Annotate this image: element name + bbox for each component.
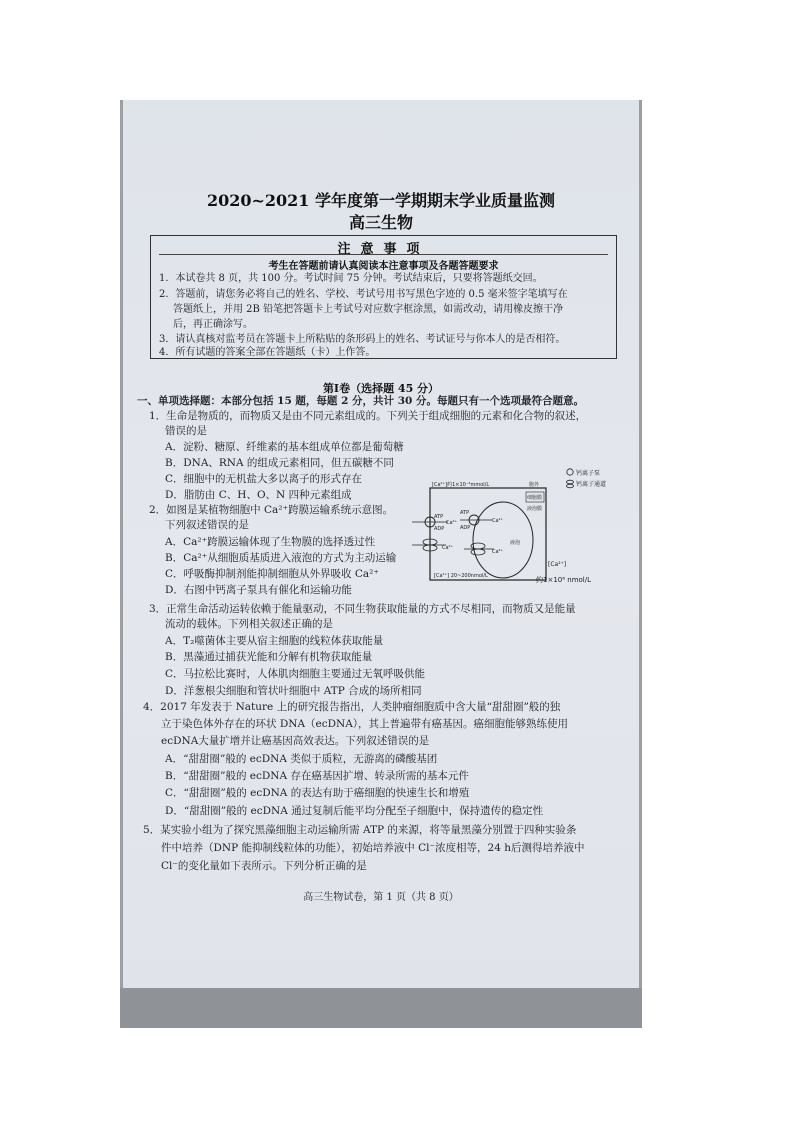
q2-option-c: C．呼吸酶抑制剂能抑制细胞从外界吸收 Ca²⁺ <box>165 568 379 580</box>
legend-pump-label: 钙离子泵 <box>576 470 601 477</box>
notice-subheading: 考生在答题前请认真阅读本注意事项及各题答题要求 <box>268 261 499 272</box>
q3-option-b: B．黑藻通过捕获光能和分解有机物获取能量 <box>165 651 373 663</box>
q3-option-d: D．洋葱根尖细胞和管状叶细胞中 ATP 合成的场所相同 <box>165 685 422 697</box>
ca-label-2: Ca²⁺ <box>442 545 454 551</box>
notice-divider <box>159 254 608 255</box>
q3-option-a: A．T₂噬菌体主要从宿主细胞的线粒体获取能量 <box>165 635 384 647</box>
notice-box <box>150 235 617 359</box>
part-title: 第Ⅰ卷（选择题 45 分） <box>322 382 440 395</box>
vacuole-label: 液泡 <box>510 540 521 546</box>
q2-option-d: D．右图中钙离子泵具有催化和运输功能 <box>165 584 352 596</box>
q4-stem: 4．2017 年发表于 Nature 上的研究报告指出，人类肿瘤细胞质中含大量“甜甜圈”般的独 <box>143 701 561 713</box>
vacuole-outline <box>473 502 533 578</box>
q2-stem-cont: 下列叙述错误的是 <box>165 519 249 531</box>
q5-stem-cont2: Cl⁻的变化量如下表所示。下列分析正确的是 <box>161 860 367 872</box>
legend-channel-label: 钙离子通道 <box>576 481 607 488</box>
vacuole-concentration-value: 约1×10⁶ nmol/L <box>536 576 591 584</box>
atp-label-2: ATP <box>460 510 470 516</box>
q4-stem-cont2: ecDNA大量扩增并让癌基因高效表达。下列叙述错误的是 <box>161 735 430 747</box>
section-heading: 一、单项选择题：本部分包括 15 题，每题 2 分，共计 30 分。每题只有一个选项最符合题意。 <box>137 395 584 407</box>
notice-item-2: 2．答题前，请您务必将自己的姓名、学校、考试号用书写黑色字迹的 0.5 毫米签字笔填写在 <box>159 289 568 300</box>
notice-item-1: 1．本试卷共 8 页，共 100 分。考试时间 75 分钟。考试结束后，只要将答题纸交回。 <box>159 273 543 284</box>
q3-stem: 3．正常生命活动运转依赖于能量驱动，不同生物获取能量的方式不尽相同，而物质又是能量 <box>149 603 576 615</box>
q4-option-c: C．“甜甜圈”般的 ecDNA 的表达有助于癌细胞的快速生长和增殖 <box>165 787 470 799</box>
legend-pump-icon <box>567 469 573 475</box>
q4-option-b: B．“甜甜圈”般的 ecDNA 存在癌基因扩增、转录所需的基本元件 <box>165 770 469 782</box>
q3-option-c: C．马拉松比赛时，人体肌肉细胞主要通过无氧呼吸供能 <box>165 668 426 680</box>
ca-label-1: Ca²⁺ <box>446 520 458 526</box>
cytoplasm-concentration-label: [Ca²⁺] 20~200nmol/L <box>434 573 488 579</box>
q1-option-c: C．细胞中的无机盐大多以离子的形式存在 <box>165 473 363 485</box>
adp-label-2: ADP <box>460 525 471 531</box>
q2-option-b: B．Ca²⁺从细胞质基质进入液泡的方式为主动运输 <box>165 552 397 564</box>
q4-option-a: A．“甜甜圈”般的 ecDNA 类似于质粒，无游离的磷酸基团 <box>165 753 438 765</box>
exam-subject: 高三生物 <box>348 213 413 232</box>
adp-label-1: ADP <box>434 526 445 532</box>
exam-title: 2020~2021 学年度第一学期期末学业质量监测 <box>206 191 556 210</box>
notice-item-2-cont: 答题纸上，并用 2B 铅笔把答题卡上考试号对应数字框涂黑，如需改动，请用橡皮擦干净 <box>173 304 564 315</box>
q1-option-b: B．DNA、RNA 的组成元素相同，但五碳糖不同 <box>165 457 394 469</box>
background-surface <box>120 988 642 1028</box>
calcium-transport-diagram <box>406 470 616 588</box>
q5-stem: 5．某实验小组为了探究黑藻细胞主动运输所需 ATP 的来源，将等量黑藻分别置于四种实验条 <box>143 824 577 836</box>
q1-option-d: D．脂肪由 C、H、O、N 四种元素组成 <box>165 489 352 501</box>
ca-label-3: Ca²⁺ <box>492 518 504 524</box>
legend-channel-icon <box>567 480 574 488</box>
vacuole-concentration-label: [Ca²⁺] <box>548 561 567 568</box>
outside-label: 胞外 <box>529 482 540 488</box>
exam-page <box>123 100 639 1028</box>
q1-stem-cont: 错误的是 <box>165 425 207 437</box>
q1-option-a: A．淀粉、糖原、纤维素的基本组成单位都是葡萄糖 <box>165 441 404 453</box>
membrane-label: 细胞膜 <box>527 495 543 501</box>
q4-option-d: D．“甜甜圈”般的 ecDNA 通过复制后能平均分配至子细胞中，保持遗传的稳定性 <box>165 805 544 817</box>
q2-stem: 2．如图是某植物细胞中 Ca²⁺跨膜运输系统示意图。 <box>149 504 394 516</box>
page-footer: 高三生物试卷，第 1 页（共 8 页） <box>303 892 459 903</box>
vacuole-membrane-label: 液泡膜 <box>527 506 543 512</box>
atp-label-1: ATP <box>434 514 444 520</box>
outside-concentration-label: [Ca²⁺]约1×10⁻⁴mmol/L <box>432 482 490 488</box>
document-photo <box>120 100 642 1028</box>
q3-stem-cont: 流动的载体。下列相关叙述正确的是 <box>165 618 333 630</box>
notice-heading: 注意事项 <box>337 242 430 257</box>
ca-label-4: Ca²⁺ <box>492 549 504 555</box>
notice-item-2-cont2: 后，再正确涂写。 <box>173 319 253 330</box>
q1-stem: 1．生命是物质的，而物质又是由不同元素组成的。下列关于组成细胞的元素和化合物的叙述， <box>149 410 587 422</box>
notice-item-4: 4．所有试题的答案全部在答题纸（卡）上作答。 <box>159 347 376 358</box>
q2-option-a: A．Ca²⁺跨膜运输体现了生物膜的选择透过性 <box>165 536 376 548</box>
notice-item-3: 3．请认真核对监考员在答题卡上所粘贴的条形码上的姓名、考试证号与你本人的是否相符。 <box>159 334 566 345</box>
q4-stem-cont: 立于染色体外存在的环状 DNA（ecDNA），其上普遍带有癌基因。癌细胞能够熟练使用 <box>161 718 569 730</box>
q5-stem-cont: 件中培养（DNP 能抑制线粒体的功能），初始培养液中 Cl⁻浓度相等，24 h后测得培养液中 <box>161 842 585 854</box>
